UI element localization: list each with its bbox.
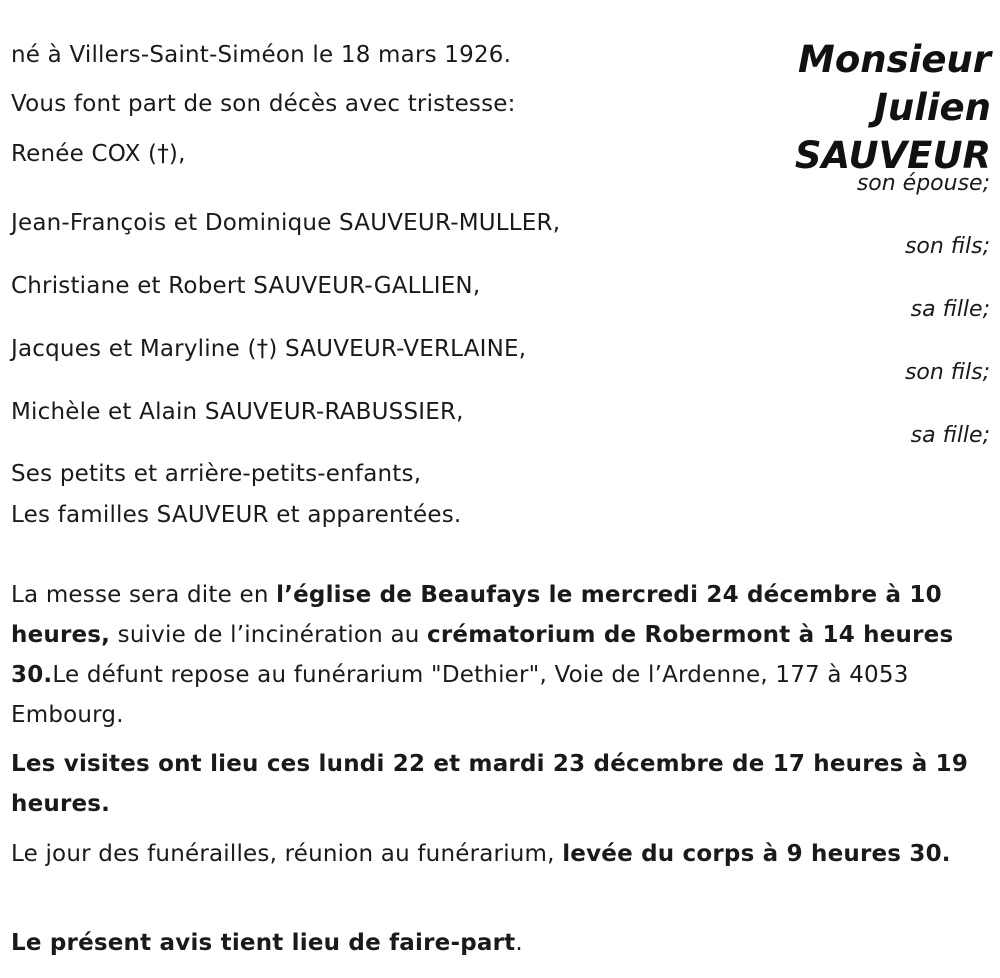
mass-paragraph <box>11 575 983 735</box>
family-line-3: Jacques et Maryline (†) SAUVEUR-VERLAINE, <box>11 336 527 362</box>
family-relation-2: sa fille; <box>910 297 990 322</box>
families-line: Les familles SAUVEUR et apparentées. <box>11 502 462 528</box>
mass-text-1: La messe sera dite en <box>11 582 277 608</box>
notice-paragraph <box>11 923 983 963</box>
visits-text: Les visites ont lieu ces lundi 22 et mardi 23 décembre de 17 heures à 19 heures. <box>11 751 969 817</box>
funeral-paragraph <box>11 834 983 874</box>
funeral-levee-details: levée du corps à 9 heures 30. <box>562 841 951 867</box>
mass-crematorium-details: crématorium de Robermont à 14 heures 30. <box>11 622 954 688</box>
family-relation-1: son fils; <box>904 234 990 259</box>
title-line-firstname: Julien <box>874 86 991 129</box>
mass-text-3: Le défunt repose au funérarium "Dethier", Voie de l’Ardenne, 177 à 4053 Embourg. <box>11 662 909 728</box>
spouse-relation: son épouse; <box>856 171 990 196</box>
grandchildren-line: Ses petits et arrière-petits-enfants, <box>11 461 422 487</box>
birth-line: né à Villers-Saint-Siméon le 18 mars 1926. <box>11 42 512 68</box>
announce-line: Vous font part de son décès avec tristesse: <box>11 91 516 117</box>
title-line-surname: SAUVEUR <box>794 134 991 177</box>
notice-text: Le présent avis tient lieu de faire-part <box>11 930 516 956</box>
mass-church-details: l’église de Beaufays le mercredi 24 décembre à 10 heures, <box>11 582 942 648</box>
family-line-2: Christiane et Robert SAUVEUR-GALLIEN, <box>11 273 481 299</box>
deceased-name <box>795 36 991 180</box>
family-relation-4: sa fille; <box>910 423 990 448</box>
mass-text-2: suivie de l’incinération au <box>110 622 428 648</box>
spouse-line: Renée COX (†), <box>11 141 186 167</box>
family-line-1: Jean-François et Dominique SAUVEUR-MULLER, <box>11 210 561 236</box>
notice-period: . <box>515 930 523 956</box>
visits-paragraph <box>11 744 983 824</box>
family-line-4: Michèle et Alain SAUVEUR-RABUSSIER, <box>11 399 464 425</box>
family-relation-3: son fils; <box>904 360 990 385</box>
funeral-text: Le jour des funérailles, réunion au funérarium, <box>11 841 563 867</box>
title-line-monsieur: Monsieur <box>798 38 991 81</box>
